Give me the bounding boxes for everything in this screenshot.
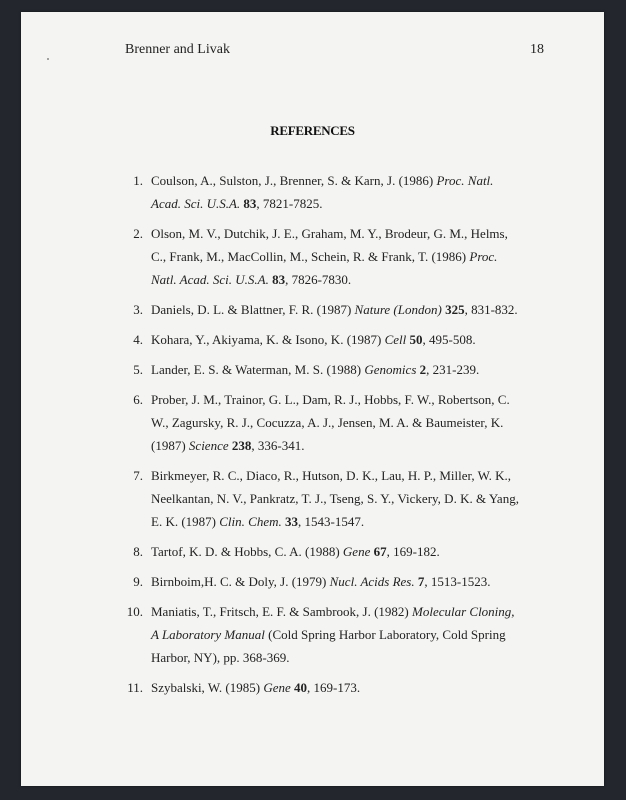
reference-number: 7. xyxy=(133,468,143,483)
reference-journal: Genomics xyxy=(364,362,417,377)
reference-volume: 325 xyxy=(445,302,465,317)
reference-journal: Science xyxy=(188,438,229,453)
reference-number: 6. xyxy=(133,392,143,407)
reference-volume: 7 xyxy=(417,574,425,589)
reference-volume: 40 xyxy=(294,680,307,695)
document-page xyxy=(21,12,604,786)
reference-journal: Proc. Natl. Acad. Sci. U.S.A. xyxy=(151,249,498,287)
reference-text: , 169-173. xyxy=(307,680,361,695)
reference-item xyxy=(121,600,521,669)
reference-text: Daniels, D. L. & Blattner, F. R. (1987) xyxy=(151,302,355,317)
reference-text: Lander, E. S. & Waterman, M. S. (1988) xyxy=(151,362,365,377)
reference-text: , 7826-7830. xyxy=(285,272,352,287)
reference-text: , 495-508. xyxy=(422,332,476,347)
reference-number: 9. xyxy=(133,574,143,589)
reference-number: 2. xyxy=(133,226,143,241)
reference-number: 10. xyxy=(126,604,143,619)
reference-text: Szybalski, W. (1985) xyxy=(151,680,264,695)
reference-text: Birkmeyer, R. C., Diaco, R., Hutson, D. K., Lau, H. P., Miller, W. K., Neelkantan, N. V., Pankratz, T. J., Tseng, S. Y., Vickery, D. K. & Yang, E. K. (1987) xyxy=(151,468,519,529)
reference-item xyxy=(121,169,521,215)
reference-number: 1. xyxy=(133,173,143,188)
reference-journal: Proc. Natl. Acad. Sci. U.S.A. xyxy=(151,173,494,211)
reference-item xyxy=(121,388,521,457)
reference-item xyxy=(121,298,521,321)
section-heading: REFERENCES xyxy=(270,123,355,138)
reference-number: 3. xyxy=(133,302,143,317)
reference-text: (Cold Spring Harbor Laboratory, Cold Spring Harbor, NY), pp. 368-369. xyxy=(151,627,506,665)
reference-journal: Gene xyxy=(342,544,371,559)
reference-volume: 83 xyxy=(243,196,257,211)
reference-journal: Clin. Chem. xyxy=(219,514,282,529)
reference-volume: 50 xyxy=(409,332,423,347)
reference-text: Olson, M. V., Dutchik, J. E., Graham, M. Y., Brodeur, G. M., Helms, C., Frank, M., MacCollin, M., Schein, R. & Frank, T. (1986) xyxy=(151,226,508,264)
reference-number: 4. xyxy=(133,332,143,347)
reference-volume: 238 xyxy=(231,438,252,453)
reference-text: , 831-832. xyxy=(464,302,518,317)
reference-number: 11. xyxy=(127,680,143,695)
reference-volume: 67 xyxy=(373,544,387,559)
reference-volume: 33 xyxy=(284,514,298,529)
reference-volume: 83 xyxy=(272,272,286,287)
reference-text: , 336-341. xyxy=(251,438,305,453)
reference-journal: Nature (London) xyxy=(354,302,442,317)
reference-text: Prober, J. M., Trainor, G. L., Dam, R. J., Hobbs, F. W., Robertson, C. W., Zagursky, R. J., Cocuzza, A. J., Jensen, M. A. & Baumeister, K. (1987) xyxy=(151,392,510,453)
reference-text: Kohara, Y., Akiyama, K. & Isono, K. (1987) xyxy=(151,332,385,347)
reference-item xyxy=(121,358,521,381)
reference-item xyxy=(121,222,521,291)
reference-item xyxy=(121,328,521,351)
reference-item xyxy=(121,570,521,593)
reference-text: , 169-182. xyxy=(386,544,440,559)
reference-volume: 2 xyxy=(419,362,427,377)
reference-item xyxy=(121,464,521,533)
reference-text: Coulson, A., Sulston, J., Brenner, S. & Karn, J. (1986) xyxy=(151,173,437,188)
reference-text: Birnboim,H. C. & Doly, J. (1979) xyxy=(151,574,330,589)
running-head: Brenner and Livak xyxy=(125,42,230,57)
reference-text: Tartof, K. D. & Hobbs, C. A. (1988) xyxy=(151,544,343,559)
reference-journal: Cell xyxy=(384,332,407,347)
reference-number: 8. xyxy=(133,544,143,559)
reference-text: Maniatis, T., Fritsch, E. F. & Sambrook, J. (1982) xyxy=(151,604,412,619)
reference-item xyxy=(121,540,521,563)
reference-list xyxy=(121,169,521,706)
reference-text: , 1543-1547. xyxy=(297,514,365,529)
page-number: 18 xyxy=(530,42,544,57)
reference-item xyxy=(121,676,521,699)
reference-text: , 1513-1523. xyxy=(424,574,491,589)
scan-speck xyxy=(47,58,49,60)
reference-journal: Nucl. Acids Res. xyxy=(329,574,415,589)
reference-journal: Gene xyxy=(263,680,291,695)
reference-text: , 231-239. xyxy=(426,362,480,377)
reference-journal: Molecular Cloning, A Laboratory Manual xyxy=(151,604,515,642)
reference-text: , 7821-7825. xyxy=(256,196,323,211)
reference-number: 5. xyxy=(133,362,143,377)
